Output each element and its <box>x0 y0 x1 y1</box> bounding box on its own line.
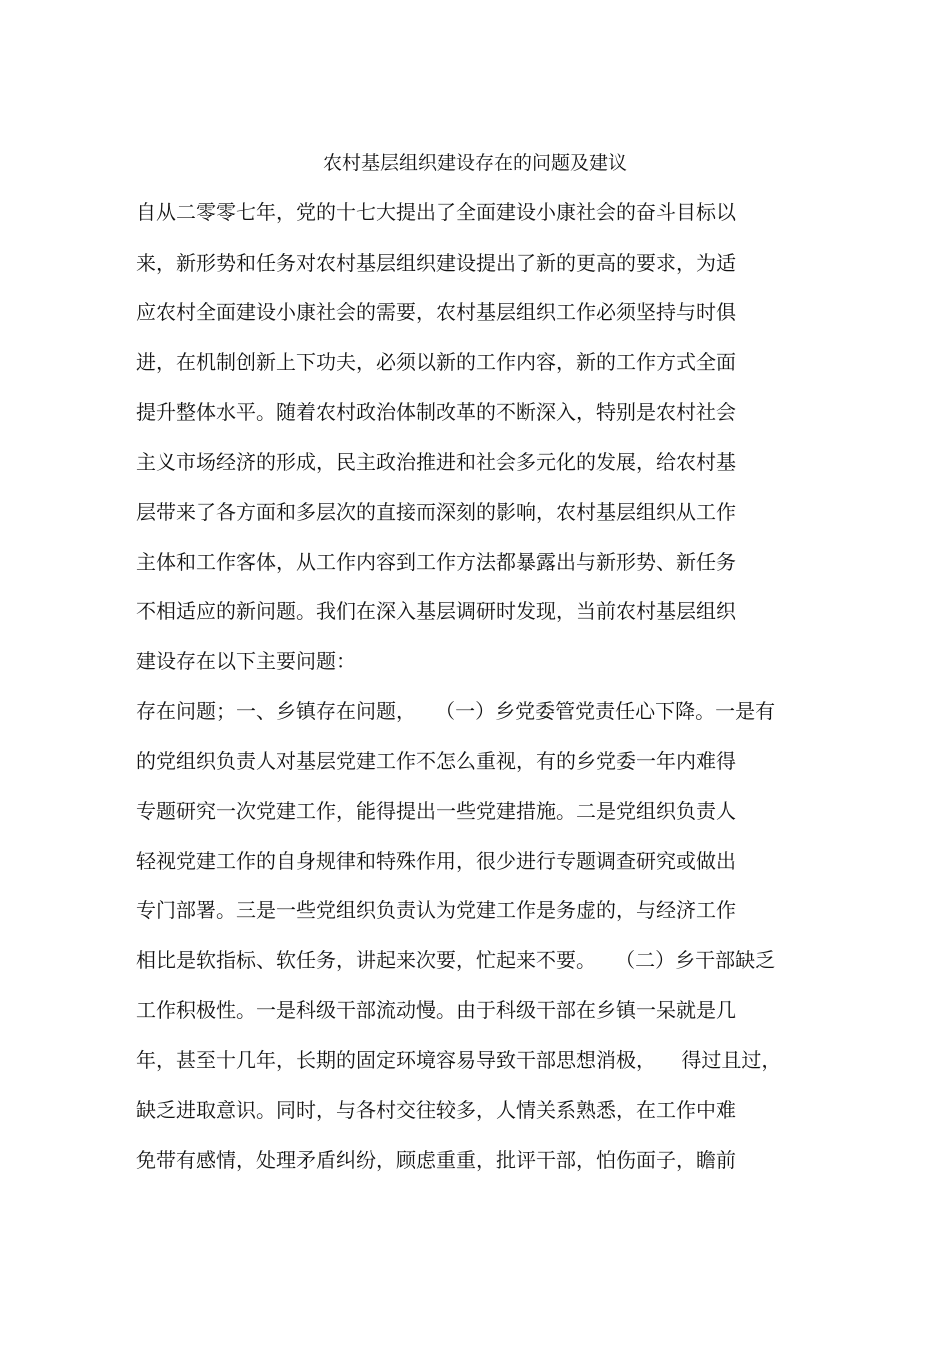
body-line: 缺乏进取意识。同时，与各村交往较多，人情关系熟悉，在工作中难 <box>136 1098 736 1122</box>
body-line: 层带来了各方面和多层次的直接而深刻的影响，农村基层组织从工作 <box>136 500 736 524</box>
body-line: 建设存在以下主要问题： <box>136 649 356 673</box>
body-line: 工作积极性。一是科级干部流动慢。由于科级干部在乡镇一呆就是几 <box>136 998 736 1022</box>
body-line: 提升整体水平。随着农村政治体制改革的不断深入，特别是农村社会 <box>136 400 736 424</box>
body-line: 专题研究一次党建工作，能得提出一些党建措施。二是党组织负责人 <box>136 799 736 823</box>
document-title: 农村基层组织建设存在的问题及建议 <box>322 152 627 174</box>
body-line: 不相适应的新问题。我们在深入基层调研时发现，当前农村基层组织 <box>136 599 736 623</box>
body-line: 轻视党建工作的自身规律和特殊作用，很少进行专题调查研究或做出 <box>136 849 736 873</box>
body-line: 专门部署。三是一些党组织负责认为党建工作是务虚的，与经济工作 <box>136 898 736 922</box>
body-line: 进，在机制创新上下功夫，必须以新的工作内容，新的工作方式全面 <box>136 350 736 374</box>
body-line: 免带有感情，处理矛盾纠纷，顾虑重重，批评干部，怕伤面子，瞻前 <box>136 1148 736 1172</box>
body-line: 年，甚至十几年，长期的固定环境容易导致干部思想消极， 得过且过， <box>136 1048 782 1072</box>
body-line: 来，新形势和任务对农村基层组织建设提出了新的更高的要求，为适 <box>136 251 736 275</box>
body-line: 主体和工作客体，从工作内容到工作方法都暴露出与新形势、新任务 <box>136 550 736 574</box>
body-line: 主义市场经济的形成，民主政治推进和社会多元化的发展，给农村基 <box>136 450 736 474</box>
body-line: 相比是软指标、软任务，讲起来次要，忙起来不要。 （二）乡干部缺乏 <box>136 948 776 972</box>
body-line: 的党组织负责人对基层党建工作不怎么重视，有的乡党委一年内难得 <box>136 749 736 773</box>
body-line: 自从二零零七年，党的十七大提出了全面建设小康社会的奋斗目标以 <box>136 200 736 224</box>
body-line: 存在问题；一、乡镇存在问题， （一）乡党委管党责任心下降。一是有 <box>136 699 776 723</box>
body-line: 应农村全面建设小康社会的需要，农村基层组织工作必须坚持与时俱 <box>136 300 736 324</box>
